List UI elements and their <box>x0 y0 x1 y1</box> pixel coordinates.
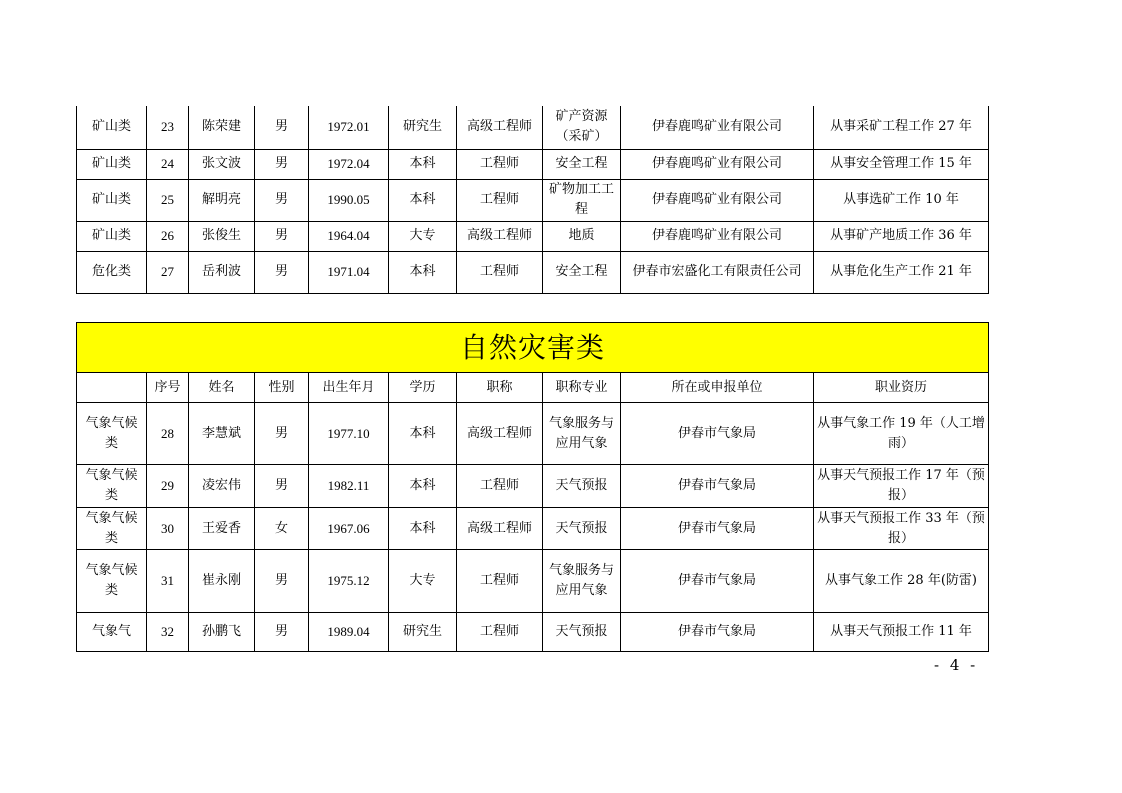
cell-gender: 男 <box>255 550 309 613</box>
cell-birth: 1982.11 <box>309 465 389 508</box>
cell-title: 工程师 <box>457 149 543 179</box>
cell-no: 25 <box>147 179 189 221</box>
cell-specialty: 安全工程 <box>543 149 621 179</box>
header-unit: 所在或申报单位 <box>621 373 814 403</box>
cell-education: 研究生 <box>389 106 457 149</box>
section-title-row <box>77 323 989 373</box>
cell-specialty: 安全工程 <box>543 251 621 293</box>
header-birth: 出生年月 <box>309 373 389 403</box>
header-row <box>77 373 989 403</box>
table-row <box>77 221 989 251</box>
page-number: - 4 - <box>934 656 979 674</box>
cell-education: 本科 <box>389 179 457 221</box>
cell-education: 大专 <box>389 221 457 251</box>
cell-title: 高级工程师 <box>457 508 543 550</box>
cell-name: 张俊生 <box>189 221 255 251</box>
header-no: 序号 <box>147 373 189 403</box>
cell-experience: 从事天气预报工作 33 年（预报） <box>814 508 989 550</box>
cell-education: 本科 <box>389 403 457 465</box>
cell-specialty: 矿物加工工程 <box>543 179 621 221</box>
table-row <box>77 251 989 293</box>
cell-experience: 从事矿产地质工作 36 年 <box>814 221 989 251</box>
cell-title: 高级工程师 <box>457 403 543 465</box>
cell-no: 29 <box>147 465 189 508</box>
cell-gender: 男 <box>255 179 309 221</box>
cell-name: 张文波 <box>189 149 255 179</box>
cell-gender: 男 <box>255 221 309 251</box>
cell-title: 工程师 <box>457 179 543 221</box>
cell-experience: 从事天气预报工作 11 年 <box>814 613 989 652</box>
cell-birth: 1989.04 <box>309 613 389 652</box>
cell-unit: 伊春市气象局 <box>621 403 814 465</box>
table-row <box>77 149 989 179</box>
cell-experience: 从事气象工作 28 年(防雷) <box>814 550 989 613</box>
cell-no: 26 <box>147 221 189 251</box>
cell-birth: 1967.06 <box>309 508 389 550</box>
cell-gender: 男 <box>255 149 309 179</box>
cell-unit: 伊春市气象局 <box>621 550 814 613</box>
natural-disaster-table <box>76 322 989 652</box>
table-row <box>77 550 989 613</box>
cell-unit: 伊春市气象局 <box>621 613 814 652</box>
cell-education: 大专 <box>389 550 457 613</box>
cell-specialty: 气象服务与应用气象 <box>543 403 621 465</box>
header-specialty: 职称专业 <box>543 373 621 403</box>
cell-title: 高级工程师 <box>457 221 543 251</box>
cell-gender: 男 <box>255 251 309 293</box>
table-row <box>77 106 989 149</box>
cell-experience: 从事选矿工作 10 年 <box>814 179 989 221</box>
cell-category: 气象气候类 <box>77 550 147 613</box>
cell-specialty: 地质 <box>543 221 621 251</box>
header-gender: 性别 <box>255 373 309 403</box>
cell-education: 研究生 <box>389 613 457 652</box>
header-experience: 职业资历 <box>814 373 989 403</box>
header-name: 姓名 <box>189 373 255 403</box>
table-row <box>77 179 989 221</box>
cell-gender: 女 <box>255 508 309 550</box>
cell-category: 矿山类 <box>77 221 147 251</box>
header-title: 职称 <box>457 373 543 403</box>
cell-name: 孙鹏飞 <box>189 613 255 652</box>
cell-experience: 从事采矿工程工作 27 年 <box>814 106 989 149</box>
cell-no: 32 <box>147 613 189 652</box>
cell-birth: 1975.12 <box>309 550 389 613</box>
cell-name: 李慧斌 <box>189 403 255 465</box>
header-education: 学历 <box>389 373 457 403</box>
table-row <box>77 403 989 465</box>
cell-name: 陈荣建 <box>189 106 255 149</box>
cell-category: 气象气候类 <box>77 403 147 465</box>
cell-category: 气象气候类 <box>77 465 147 508</box>
cell-unit: 伊春市气象局 <box>621 465 814 508</box>
cell-title: 工程师 <box>457 251 543 293</box>
cell-unit: 伊春鹿鸣矿业有限公司 <box>621 106 814 149</box>
cell-experience: 从事气象工作 19 年（人工增雨） <box>814 403 989 465</box>
cell-specialty: 天气预报 <box>543 508 621 550</box>
cell-specialty: 天气预报 <box>543 613 621 652</box>
cell-no: 31 <box>147 550 189 613</box>
cell-unit: 伊春鹿鸣矿业有限公司 <box>621 149 814 179</box>
cell-birth: 1964.04 <box>309 221 389 251</box>
cell-gender: 男 <box>255 465 309 508</box>
cell-no: 28 <box>147 403 189 465</box>
cell-no: 23 <box>147 106 189 149</box>
cell-category: 危化类 <box>77 251 147 293</box>
cell-name: 岳利波 <box>189 251 255 293</box>
cell-category: 矿山类 <box>77 179 147 221</box>
cell-birth: 1990.05 <box>309 179 389 221</box>
cell-name: 凌宏伟 <box>189 465 255 508</box>
table-row <box>77 508 989 550</box>
cell-education: 本科 <box>389 251 457 293</box>
table-row <box>77 613 989 652</box>
cell-name: 解明亮 <box>189 179 255 221</box>
cell-no: 24 <box>147 149 189 179</box>
cell-unit: 伊春市宏盛化工有限责任公司 <box>621 251 814 293</box>
cell-gender: 男 <box>255 613 309 652</box>
cell-specialty: 天气预报 <box>543 465 621 508</box>
cell-birth: 1977.10 <box>309 403 389 465</box>
cell-title: 工程师 <box>457 465 543 508</box>
cell-specialty: 矿产资源（采矿） <box>543 106 621 149</box>
cell-no: 30 <box>147 508 189 550</box>
cell-category: 矿山类 <box>77 149 147 179</box>
cell-birth: 1972.01 <box>309 106 389 149</box>
cell-title: 工程师 <box>457 550 543 613</box>
cell-gender: 男 <box>255 403 309 465</box>
cell-no: 27 <box>147 251 189 293</box>
cell-category: 矿山类 <box>77 106 147 149</box>
cell-unit: 伊春鹿鸣矿业有限公司 <box>621 179 814 221</box>
cell-experience: 从事危化生产工作 21 年 <box>814 251 989 293</box>
cell-category: 气象气 <box>77 613 147 652</box>
header-category <box>77 373 147 403</box>
cell-specialty: 气象服务与应用气象 <box>543 550 621 613</box>
cell-experience: 从事安全管理工作 15 年 <box>814 149 989 179</box>
cell-gender: 男 <box>255 106 309 149</box>
personnel-table-continued <box>76 106 989 294</box>
cell-unit: 伊春市气象局 <box>621 508 814 550</box>
cell-experience: 从事天气预报工作 17 年（预报） <box>814 465 989 508</box>
cell-name: 王爱香 <box>189 508 255 550</box>
cell-title: 高级工程师 <box>457 106 543 149</box>
cell-name: 崔永刚 <box>189 550 255 613</box>
cell-birth: 1971.04 <box>309 251 389 293</box>
cell-education: 本科 <box>389 465 457 508</box>
cell-education: 本科 <box>389 149 457 179</box>
table-row <box>77 465 989 508</box>
cell-birth: 1972.04 <box>309 149 389 179</box>
cell-title: 工程师 <box>457 613 543 652</box>
cell-education: 本科 <box>389 508 457 550</box>
cell-category: 气象气候类 <box>77 508 147 550</box>
cell-unit: 伊春鹿鸣矿业有限公司 <box>621 221 814 251</box>
section-title: 自然灾害类 <box>77 323 989 373</box>
